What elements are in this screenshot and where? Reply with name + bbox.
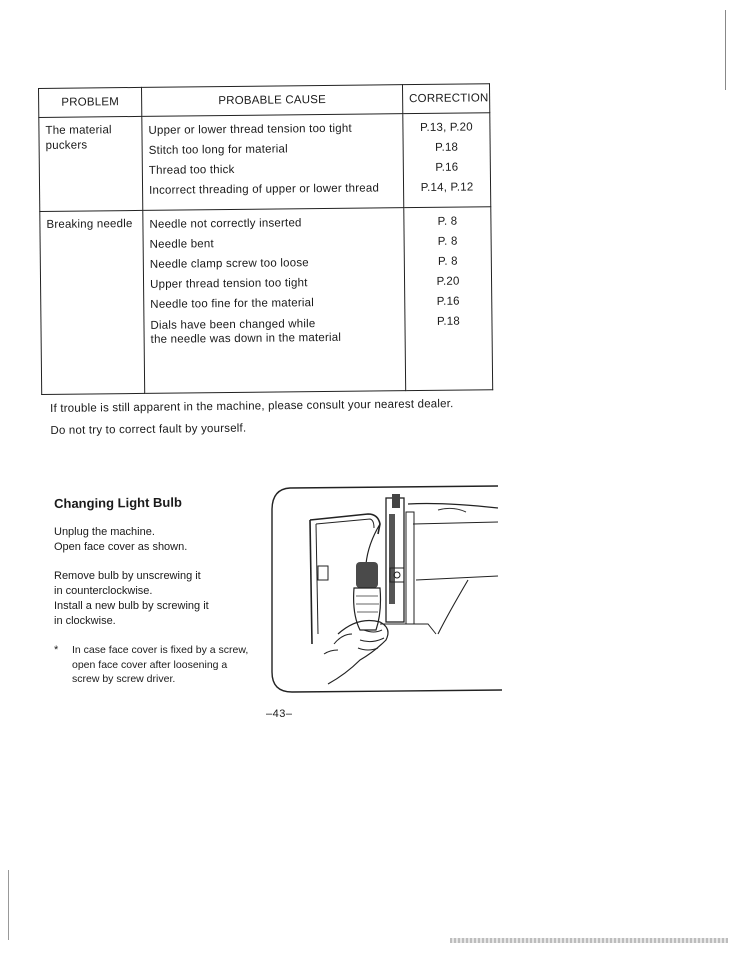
problem-text: The material puckers [45, 124, 112, 152]
instruction-line: Open face cover as shown. [54, 541, 188, 553]
correction-item: P.16 [435, 161, 459, 174]
correction-item: P.13, P.20 [420, 121, 473, 135]
page-number: –43– [266, 708, 293, 720]
instruction-step [54, 569, 254, 629]
changing-light-bulb-section [54, 496, 254, 687]
problem-cell [40, 210, 145, 394]
cause-item: Upper thread tension too tight [150, 277, 308, 291]
trouble-table [38, 83, 493, 395]
correction-cell [403, 113, 491, 208]
cause-item: Upper or lower thread tension too tight [148, 122, 352, 137]
cause-item: Thread too thick [148, 163, 235, 177]
cause-cell [143, 208, 406, 394]
section-title: Changing Light Bulb [54, 494, 182, 511]
asterisk-icon: * [54, 644, 59, 656]
header-cause: PROBABLE CAUSE [141, 85, 402, 117]
instruction-step [54, 525, 254, 555]
scan-edge-band [450, 938, 728, 943]
table-row [39, 113, 491, 212]
cause-line: the needle was down in the material [150, 331, 342, 346]
correction-item: P.18 [436, 315, 461, 328]
cause-item: Needle clamp screw too loose [149, 257, 309, 271]
header-problem: PROBLEM [39, 87, 142, 117]
instruction-line: in clockwise. [54, 615, 116, 627]
cause-item: Incorrect threading of upper or lower thread [149, 182, 380, 197]
table-header-row [39, 84, 490, 118]
cause-line: Dials have been changed while [150, 318, 316, 332]
correction-cell [404, 207, 493, 391]
cause-item: Stitch too long for material [148, 143, 288, 157]
cause-item: Needle not correctly inserted [149, 217, 302, 231]
correction-item: P.18 [435, 141, 459, 154]
instruction-line: Remove bulb by unscrewing it [54, 570, 201, 582]
problem-cell [39, 116, 143, 211]
light-bulb-illustration [268, 484, 502, 696]
instruction-line: in counterclockwise. [54, 585, 153, 597]
correction-item: P.20 [436, 275, 460, 288]
scan-edge-line [725, 10, 726, 90]
scan-edge-line [8, 870, 9, 940]
table-row [40, 207, 493, 395]
note-text: In case face cover is fixed by a screw, open face cover after loosening a screw by screw driver. [72, 644, 249, 685]
cause-item: Needle bent [149, 238, 214, 251]
cause-item [150, 316, 398, 347]
notice-line: If trouble is still apparent in the machine, please consult your nearest dealer. [50, 398, 454, 415]
cause-item: Needle too fine for the material [150, 297, 314, 311]
correction-item: P. 8 [437, 255, 458, 268]
notice-line: Do not try to correct fault by yourself. [50, 422, 247, 437]
screw-note [54, 643, 254, 687]
instruction-line: Install a new bulb by screwing it [54, 600, 209, 612]
correction-item: P. 8 [437, 235, 458, 248]
correction-item: P.16 [436, 295, 460, 308]
problem-text: Breaking needle [46, 218, 133, 231]
troubleshooting-table [38, 83, 493, 395]
instruction-line: Unplug the machine. [54, 526, 155, 538]
correction-item: P.14, P.12 [420, 181, 474, 194]
cause-cell [142, 114, 404, 211]
correction-item: P. 8 [437, 215, 458, 228]
header-correction: CORRECTION [402, 84, 489, 114]
dealer-notice [50, 393, 501, 442]
